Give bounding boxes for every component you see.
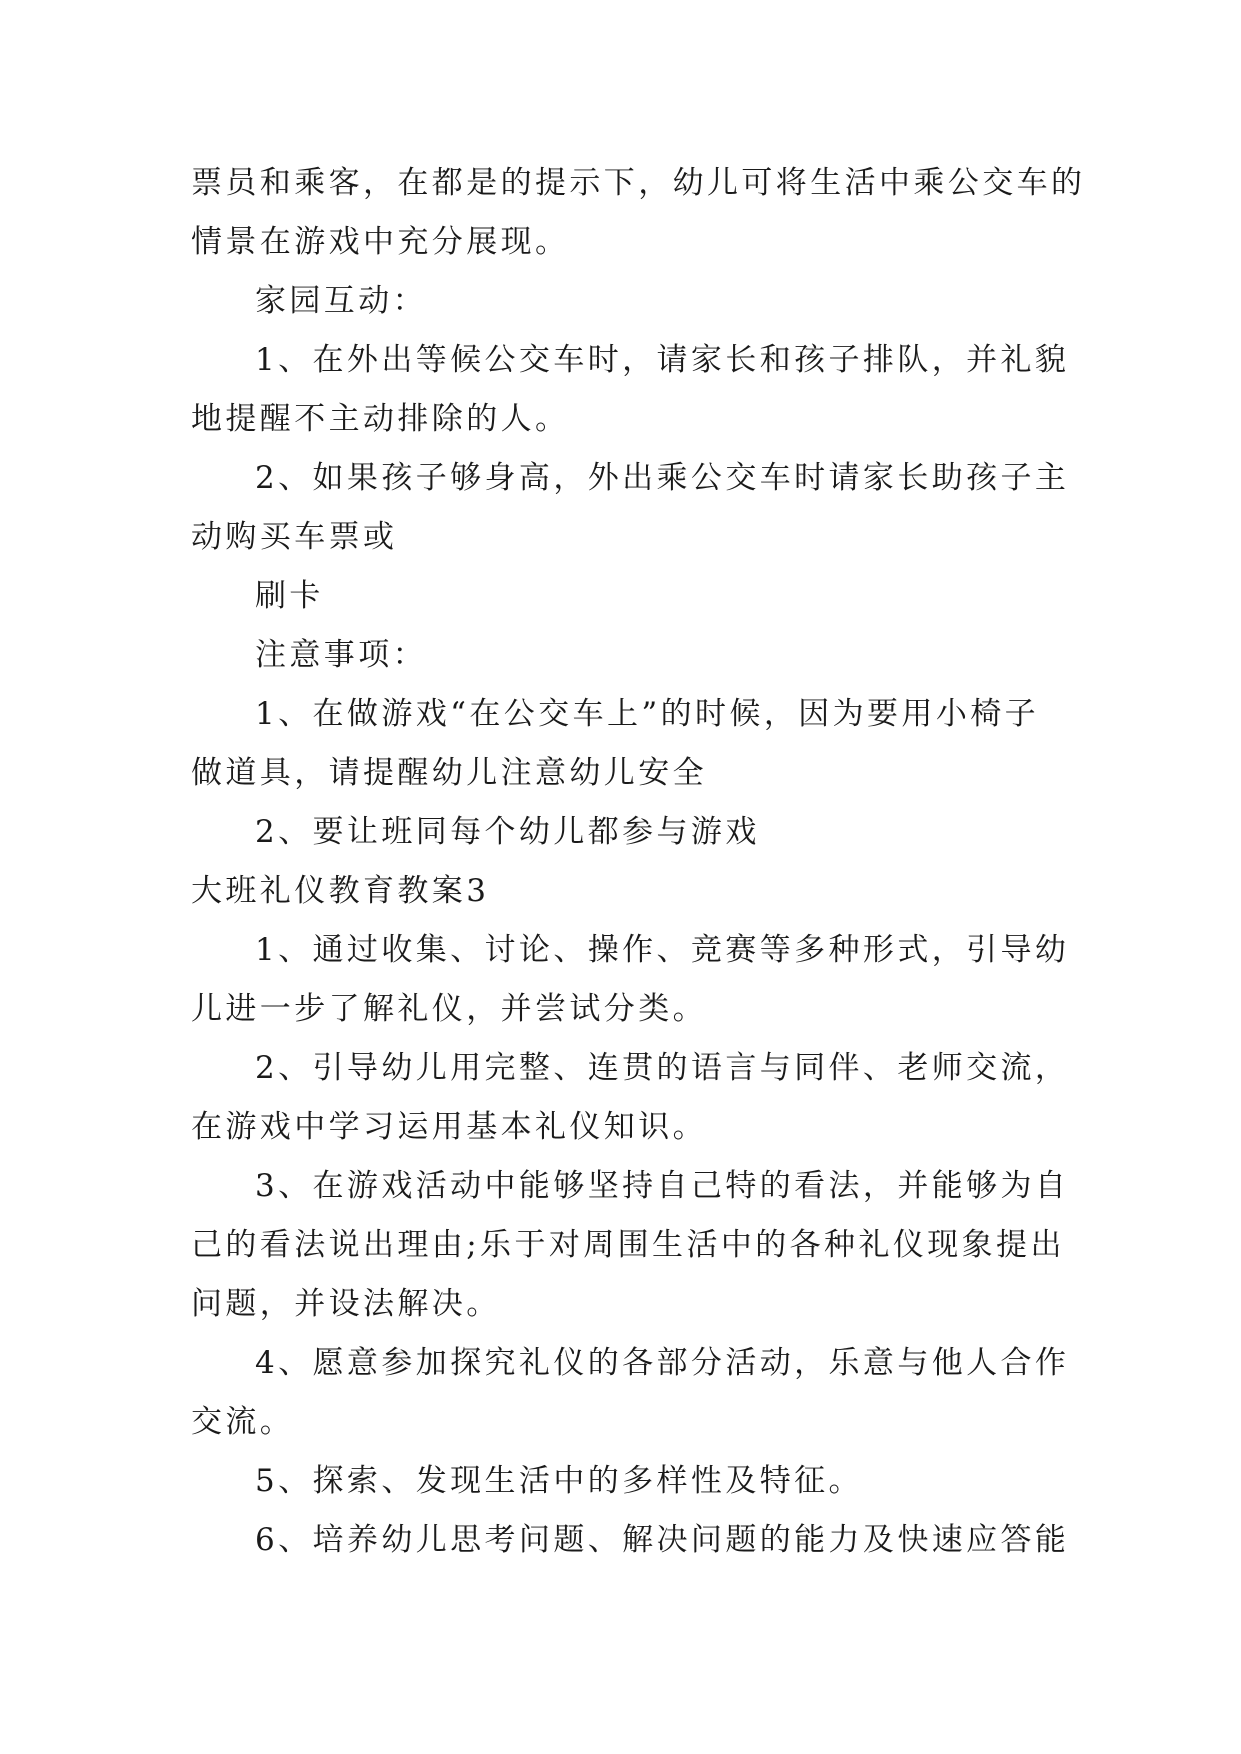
list-item: 5、探索、发现生活中的多样性及特征。 xyxy=(255,1463,863,1499)
list-item: 2、如果孩子够身高，外出乘公交车时请家长助孩子主 xyxy=(255,460,1070,496)
list-item: 2、引导幼儿用完整、连贯的语言与同伴、老师交流， xyxy=(255,1050,1070,1086)
section-heading: 注意事项： xyxy=(255,637,427,673)
list-item: 4、愿意参加探究礼仪的各部分活动，乐意与他人合作 xyxy=(255,1345,1070,1381)
list-item: 1、在做游戏“在公交车上”的时候，因为要用小椅子 xyxy=(255,696,1040,732)
text-line: 儿进一步了解礼仪，并尝试分类。 xyxy=(191,991,707,1027)
list-item: 2、要让班同每个幼儿都参与游戏 xyxy=(255,814,760,850)
text-line: 己的看法说出理由;乐于对周围生活中的各种礼仪现象提出 xyxy=(191,1227,1065,1263)
text-line: 票员和乘客，在都是的提示下，幼儿可将生活中乘公交车的 xyxy=(191,165,1086,201)
list-item: 6、培养幼儿思考问题、解决问题的能力及快速应答能 xyxy=(255,1522,1070,1558)
list-item: 1、通过收集、讨论、操作、竞赛等多种形式，引导幼 xyxy=(255,932,1070,968)
text-line: 地提醒不主动排除的人。 xyxy=(191,401,570,437)
text-line: 交流。 xyxy=(191,1404,295,1440)
text-line: 动购买车票或 xyxy=(191,519,398,555)
document-title: 大班礼仪教育教案3 xyxy=(191,873,490,909)
list-item: 3、在游戏活动中能够坚持自己特的看法，并能够为自 xyxy=(255,1168,1070,1204)
text-line: 刷卡 xyxy=(255,578,324,614)
section-heading: 家园互动： xyxy=(255,283,427,319)
text-line: 情景在游戏中充分展现。 xyxy=(191,224,570,260)
text-line: 在游戏中学习运用基本礼仪知识。 xyxy=(191,1109,707,1145)
text-line: 问题，并设法解决。 xyxy=(191,1286,501,1322)
list-item: 1、在外出等候公交车时，请家长和孩子排队，并礼貌 xyxy=(255,342,1070,378)
text-line: 做道具，请提醒幼儿注意幼儿安全 xyxy=(191,755,707,791)
